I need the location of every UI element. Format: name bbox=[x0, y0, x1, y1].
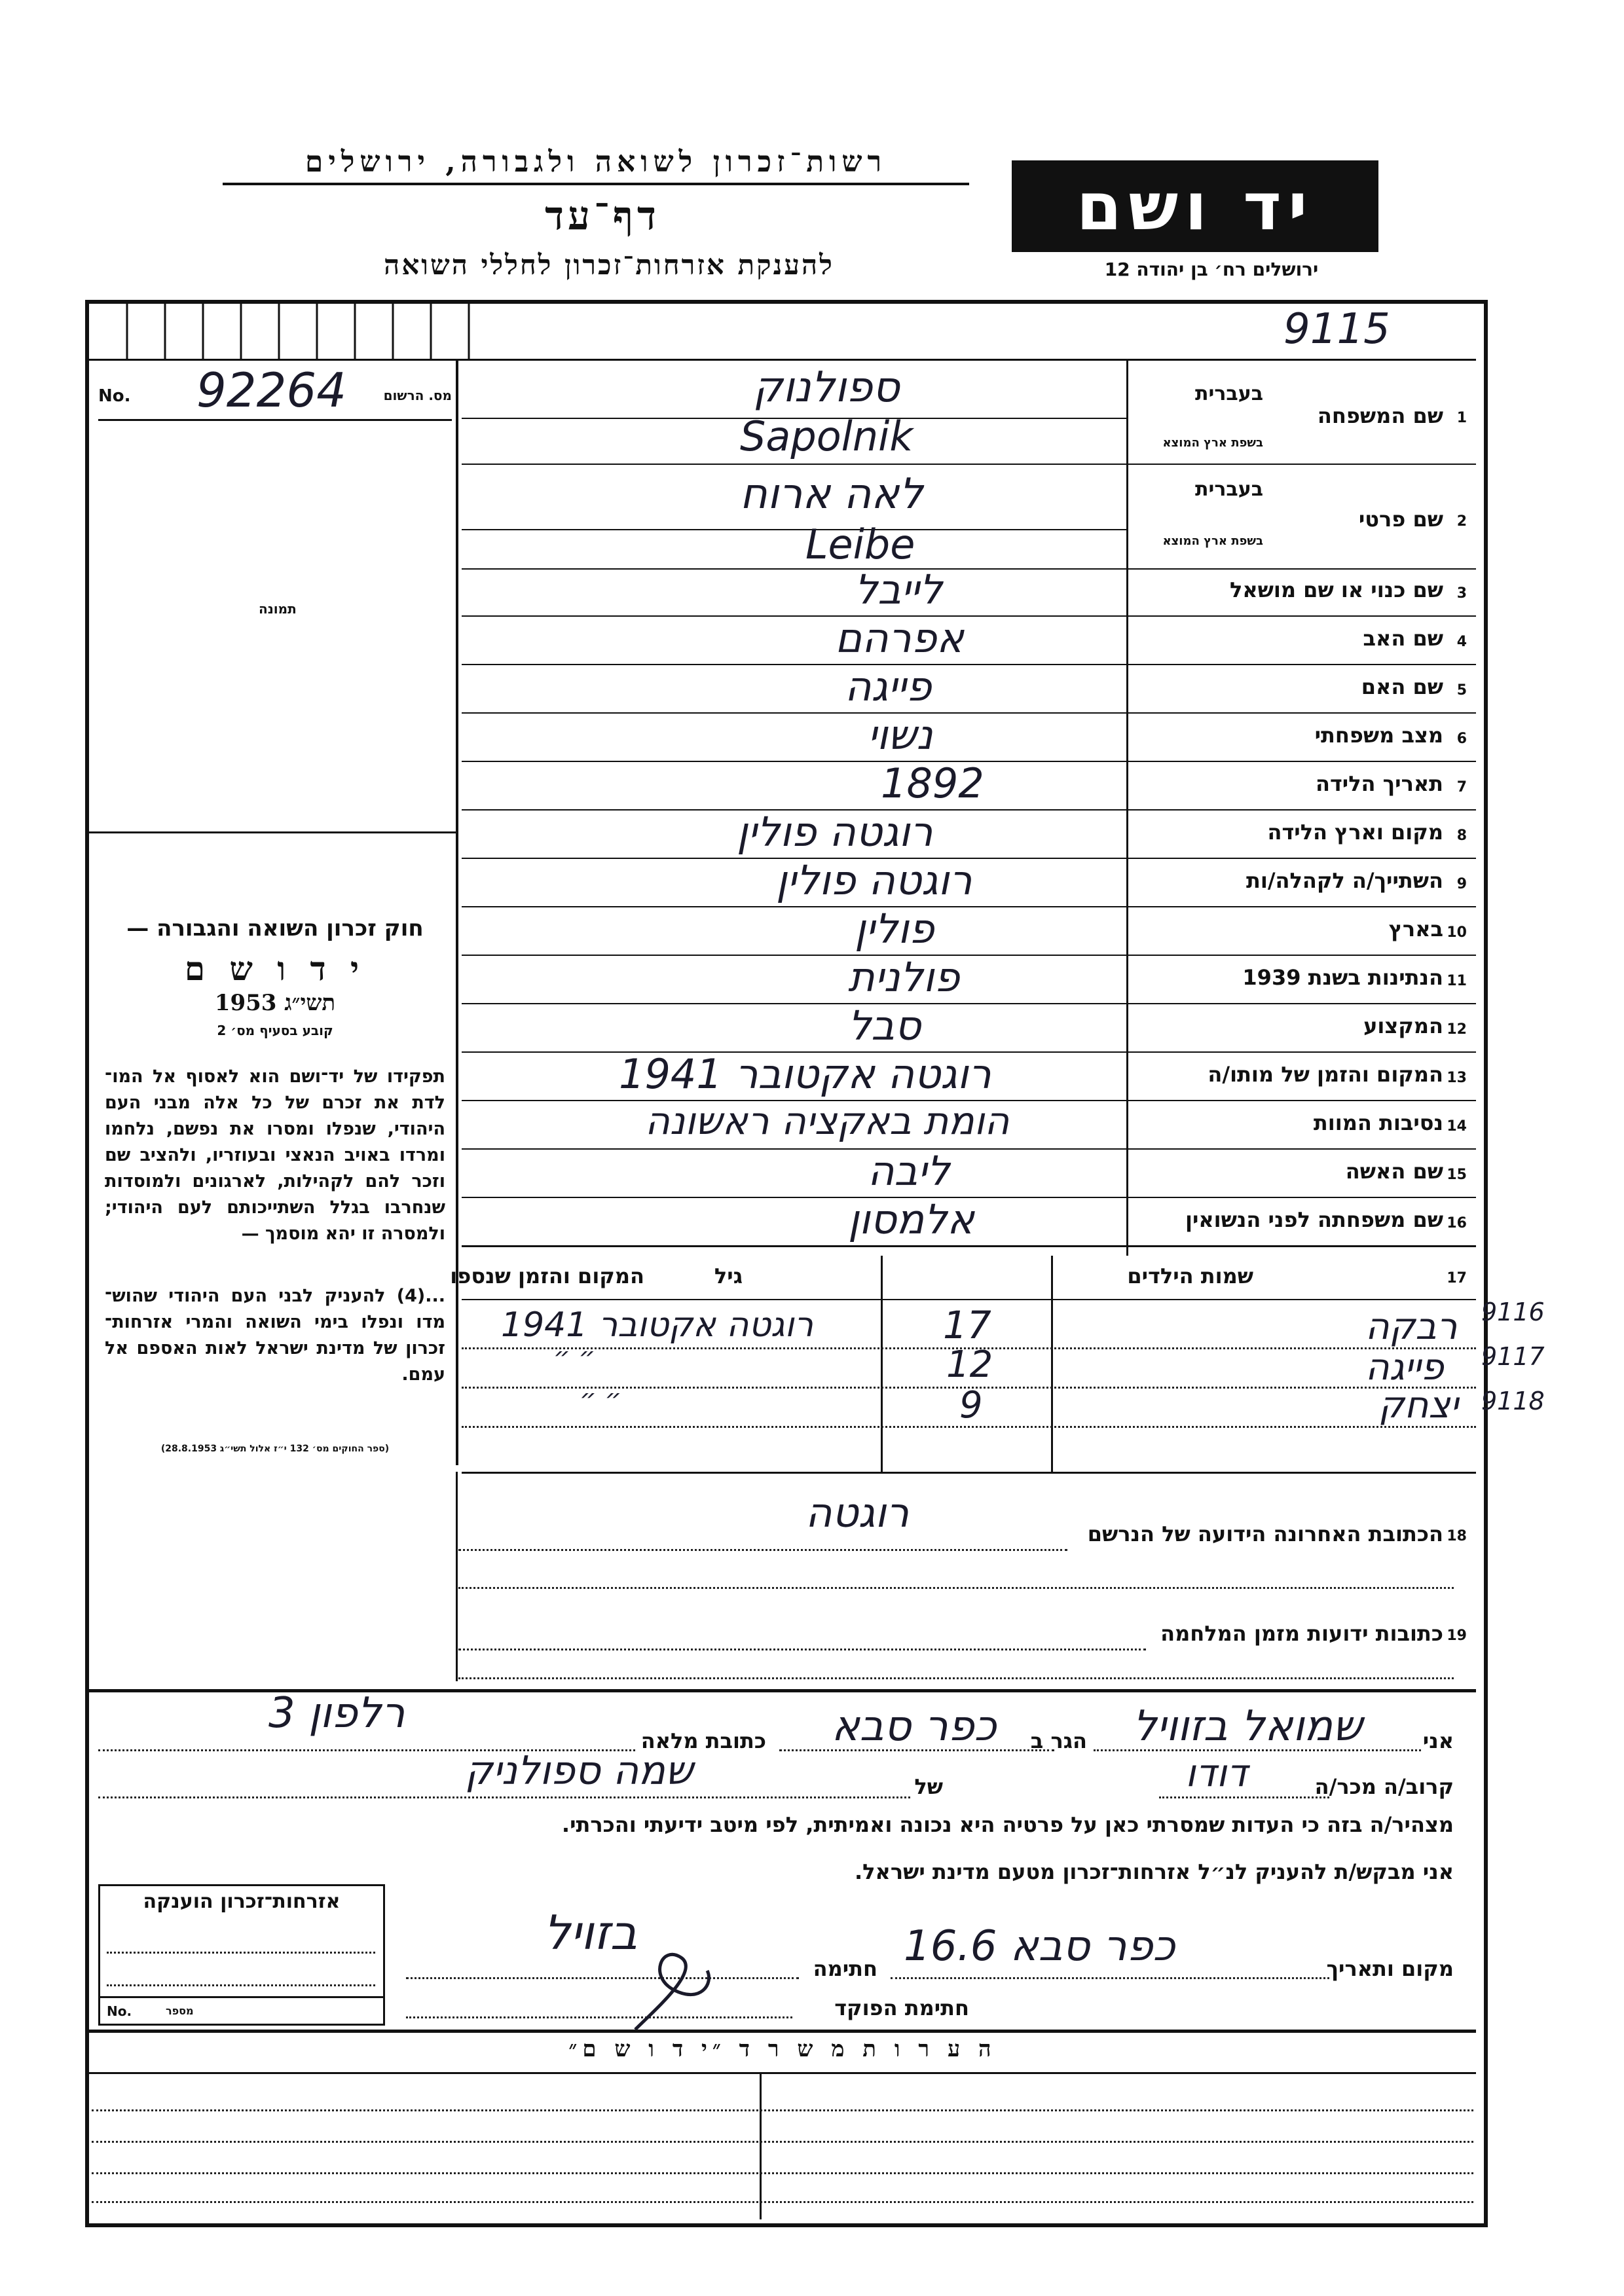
reg-value: 92264 bbox=[196, 363, 347, 418]
field-16: 16 שם משפחתה לפני הנשואין אלמסון bbox=[462, 1198, 1476, 1247]
child-2-age: 12 bbox=[946, 1343, 993, 1386]
form-subtitle: להענקת אזרחות־זכרון לחללי השואה bbox=[384, 249, 834, 281]
signature-row: מקום ותאריך כפר סבא 16.6 חתימה בזויל bbox=[393, 1925, 1467, 1984]
strip-ticks bbox=[89, 304, 1476, 359]
notes-line-2 bbox=[92, 2141, 1473, 2143]
field-19-line-1 bbox=[458, 1649, 1146, 1650]
field-1-label: 1 שם המשפחה בעברית בשפת ארץ המוצא bbox=[1128, 359, 1476, 465]
law-text-1: תפקידו של יד־ושם הוא לאסוף אל המו־ לדת את זכרם של כל אלה מבני העם היהודי, שנפלו ומסרו את נפשם, נלחמו ומרדו באויב הנאצי ובעוזריו, ולהציב שם וזכר להם לקהילות, לארגונים ולמוסדות שנחרבו בגלל השתייכותם לעם היהודי; ולמסרה זו יהא מוסמך — bbox=[105, 1066, 445, 1244]
declaration-statement: מצהיר/ה בזה כי העדות שמסרתי כאן על פרטיה היא נכונה ואמיתית, לפי מיטב ידיעתי והכרתי. bbox=[561, 1812, 1454, 1837]
child-1-age: 17 bbox=[943, 1303, 991, 1347]
child-3-name: יצחק bbox=[1378, 1384, 1459, 1427]
field-5: 5 שם האם פייגה bbox=[462, 665, 1476, 714]
law-title: חוק זכרון השואה והגבורה — bbox=[126, 915, 424, 941]
field-18-line-1 bbox=[458, 1549, 1067, 1551]
yad-vashem-logo bbox=[1012, 160, 1378, 252]
child-3-mark: 9118 bbox=[1481, 1387, 1545, 1415]
award-line-2 bbox=[107, 1984, 375, 1986]
lower-left-divider bbox=[456, 1472, 458, 1681]
field-12: 12 המקצוע סבל bbox=[462, 1004, 1476, 1053]
field-18-line-2 bbox=[458, 1587, 1454, 1589]
field-1-value-hebrew: ספולנוק bbox=[753, 363, 900, 412]
officer-row: חתימת הפוקד bbox=[393, 1977, 982, 2023]
place-date-value: כפר סבא 16.6 bbox=[904, 1922, 1175, 1971]
notes-separator bbox=[89, 2030, 1476, 2033]
declarant-address: רלפון 3 bbox=[268, 1689, 405, 1738]
registration-row bbox=[98, 363, 452, 421]
address: ירושלים רח׳ בן יהודה 12 bbox=[1104, 259, 1319, 280]
award-box bbox=[98, 1884, 385, 2026]
children-table: 17 שמות הילדים גיל המקום והזמן שנספו רבקה 17 רוגטה אקטובר 1941 פייגה 12 ״ ״ יצחק 9 ״ ״ bbox=[462, 1256, 1476, 1474]
logo-text: יד ושם bbox=[1076, 168, 1314, 245]
law-clause: קובע בסעיף מס׳ 2 bbox=[217, 1023, 333, 1038]
relation-line bbox=[1159, 1796, 1329, 1798]
field-3: 3 שם כנוי או שם מושאל לייבל bbox=[462, 568, 1476, 617]
photo-label: תמונה bbox=[259, 601, 297, 617]
field-1-value-latin: Sapolnik bbox=[740, 412, 913, 460]
child-1-mark: 9116 bbox=[1481, 1298, 1545, 1326]
award-number-row: No. מספר bbox=[100, 1996, 383, 2026]
notes-line-3 bbox=[92, 2172, 1473, 2174]
of-value: שמה ספולניק bbox=[465, 1748, 693, 1794]
field-15: 15 שם האשה ליבה bbox=[462, 1150, 1476, 1198]
child-2-mark: 9117 bbox=[1481, 1342, 1545, 1371]
award-title: אזרחות־זכרון הוענקה bbox=[143, 1890, 341, 1913]
authority-title: רשות־זכרון לשואה ולגבורה, ירושלים bbox=[223, 145, 969, 185]
top-strip bbox=[89, 304, 1476, 361]
law-year: תשי״ג 1953 bbox=[214, 990, 336, 1016]
field-19: 19 כתובות ידועות מזמן המלחמה bbox=[458, 1596, 1476, 1681]
law-name: י ד ו ש ם bbox=[184, 949, 366, 988]
col-place-header: המקום והזמן שנספו bbox=[450, 1264, 644, 1288]
field-2b-row bbox=[462, 529, 1126, 570]
field-10: 10 בארץ פולין bbox=[462, 907, 1476, 956]
field-list bbox=[462, 568, 1476, 1247]
field-13: 13 המקום והזמן של מותו/ה רוגטה אקטובר 1941 bbox=[462, 1053, 1476, 1101]
of-line bbox=[98, 1796, 910, 1798]
form-title: דף־עד bbox=[545, 193, 660, 239]
child-1-place: רוגטה אקטובר 1941 bbox=[501, 1305, 813, 1345]
declaration-line-2: קרוב/ה מכר/ה דודו של שמה ספולניק bbox=[98, 1755, 1467, 1800]
field-2-value-hebrew: לאה ארוח bbox=[740, 470, 923, 519]
notes-divider bbox=[760, 2072, 762, 2219]
office-notes-title: ה ע ר ו ת מ ש ר ד ״י ד ו ש ם״ bbox=[568, 2036, 997, 2062]
child-2-name: פייגה bbox=[1365, 1346, 1444, 1389]
award-line-1 bbox=[107, 1952, 375, 1954]
notes-header-line bbox=[89, 2072, 1476, 2074]
reg-label: מס. הרשום bbox=[383, 388, 452, 403]
field-9: 9 השתייך/ה לקהלה/ות רוגטה פולין bbox=[462, 859, 1476, 907]
law-reference: (ספר החוקים מס׳ 132 י״ז אלול תשי״ג 28.8.1953) bbox=[160, 1444, 390, 1454]
field-2-label: 2 שם פרטי בעברית בשפת ארץ המוצא bbox=[1128, 464, 1476, 570]
child-3-age: 9 bbox=[959, 1384, 983, 1427]
field-18-value: רוגטה bbox=[805, 1489, 910, 1537]
no-label: No. bbox=[98, 386, 131, 406]
col-age-header: גיל bbox=[714, 1264, 743, 1288]
child-2-place: ״ ״ bbox=[553, 1342, 596, 1372]
relation-value: דודו bbox=[1185, 1751, 1247, 1795]
photo-divider bbox=[89, 831, 456, 833]
field-6: 6 מצב משפחתי נשוי bbox=[462, 714, 1476, 762]
field-7: 7 תאריך הלידה 1892 bbox=[462, 762, 1476, 811]
file-number: 9115 bbox=[1283, 305, 1390, 354]
declaration-line-1: אני שמואל בזוויל הגר ב כפר סבא כתובת מלאה רלפון 3 bbox=[98, 1702, 1467, 1755]
field-11: 11 הנתינות בשנת 1939 פולנית bbox=[462, 956, 1476, 1004]
notes-line-4 bbox=[92, 2201, 1473, 2203]
col-names-header: שמות הילדים bbox=[1127, 1264, 1253, 1288]
field-2-value-latin: Leibe bbox=[805, 520, 915, 568]
child-3-place: ״ ״ bbox=[580, 1384, 622, 1414]
law-text-2: ...(4) להעניק לבני העם היהודי שהוש־ מדו ונפלו בימי השואה והמרי אזרחות־ זכרון של מדינת ישראל לאות האספם אל עמם. bbox=[105, 1286, 445, 1385]
field-8: 8 מקום וארץ הלידה רוגטה פולין bbox=[462, 811, 1476, 859]
declaration-request: אני מבקש/ת להעניק לנ״ל אזרחות־זכרון מטעם מדינת ישראל. bbox=[855, 1859, 1454, 1884]
col-divider-2 bbox=[1051, 1256, 1053, 1472]
field-18: 18 הכתובת האחרונה הידועה של הנרשם רוגטה bbox=[458, 1472, 1476, 1596]
child-1-name: רבקה bbox=[1365, 1305, 1458, 1348]
declarant-name: שמואל בזוויל bbox=[1133, 1702, 1363, 1751]
field-14: 14 נסיבות המוות הומת באקציה ראשונה bbox=[462, 1101, 1476, 1150]
field-4: 4 שם האב אפרהם bbox=[462, 617, 1476, 665]
field-19-line-2 bbox=[458, 1677, 1454, 1679]
col-divider-1 bbox=[881, 1256, 883, 1472]
declarant-city: כפר סבא bbox=[832, 1702, 997, 1751]
signature-value: בזויל bbox=[544, 1905, 638, 1960]
notes-line-1 bbox=[92, 2109, 1473, 2111]
